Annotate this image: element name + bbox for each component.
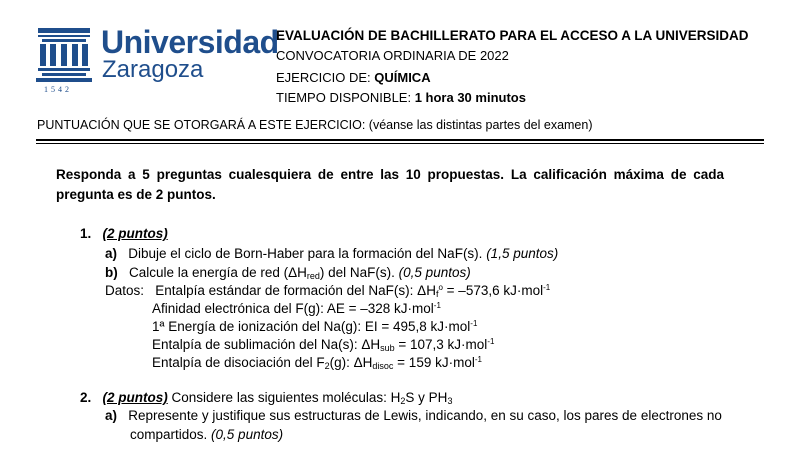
question-2-heading	[80, 390, 452, 405]
question-1b-label: b)	[105, 265, 118, 280]
data-5-text-2: (g): ΔH	[329, 355, 373, 370]
question-2-number: 2.	[80, 390, 92, 405]
exam-subject	[276, 70, 431, 85]
question-1-data-2	[152, 301, 441, 316]
question-1b-text-end: ) del NaF(s).	[319, 265, 399, 280]
question-2-points: (2 puntos)	[102, 390, 168, 405]
exam-time	[276, 90, 526, 105]
question-1-heading	[80, 226, 168, 241]
data-4-value: = 107,3 kJ·mol	[394, 337, 488, 352]
data-5-sub1: 2	[324, 361, 330, 371]
question-2a-text-2: compartidos.	[130, 427, 212, 442]
question-1a-text: Dibuje el ciclo de Born-Haber para la formación del NaF(s).	[128, 246, 487, 261]
question-2a-text: Represente y justifique sus estructuras de Lewis, indicando, en su caso, los pares de electrones no	[128, 408, 722, 423]
data-2-text: Afinidad electrónica del F(g): AE = –328 kJ·mol	[152, 301, 434, 316]
data-label: Datos:	[105, 283, 145, 298]
data-5-sub2: disoc	[372, 361, 394, 371]
data-4-text: Entalpía de sublimación del Na(s): ΔH	[152, 337, 381, 352]
question-1b-text: Calcule la energía de red (ΔH	[129, 265, 307, 280]
subject-label: EJERCICIO DE:	[276, 70, 375, 85]
time-label: TIEMPO DISPONIBLE:	[276, 90, 415, 105]
question-1a-points: (1,5 puntos)	[486, 246, 559, 261]
question-1-data-4	[152, 337, 494, 352]
header-divider-thick	[36, 139, 764, 141]
data-2-exp: -1	[433, 301, 441, 310]
university-emblem-icon	[34, 26, 94, 86]
question-1-number: 1.	[80, 226, 92, 241]
university-logo	[34, 24, 279, 98]
question-1b-subscript: red	[306, 271, 320, 281]
question-1-data-1	[105, 283, 550, 298]
data-3-exp: -1	[470, 319, 478, 328]
time-value: 1 hora 30 minutos	[414, 90, 526, 105]
data-1-sub: f	[435, 289, 439, 299]
question-1b	[105, 265, 471, 280]
logo-university-name: Universidad	[101, 24, 279, 60]
question-1-points: (2 puntos)	[102, 226, 168, 241]
subject-value: QUÍMICA	[374, 70, 431, 85]
question-1-data-3	[152, 319, 477, 334]
question-2-intro: Considere las siguientes moléculas: H	[167, 390, 401, 405]
question-2a	[105, 408, 722, 423]
question-2a-points: (0,5 puntos)	[211, 427, 284, 442]
data-4-exp: -1	[487, 337, 495, 346]
data-4-sub: sub	[380, 343, 395, 353]
question-1a	[105, 246, 558, 261]
question-2-sub2: 3	[447, 396, 453, 406]
data-1-text: Entalpía estándar de formación del NaF(s): ΔH	[155, 283, 436, 298]
header-divider-thin	[36, 143, 764, 144]
question-1a-label: a)	[105, 246, 118, 261]
data-1-sup: o	[438, 283, 443, 292]
data-5-value: = 159 kJ·mol	[393, 355, 475, 370]
question-1-data-5	[152, 355, 482, 370]
scoring-note: PUNTUACIÓN QUE SE OTORGARÁ A ESTE EJERCICIO: (véanse las distintas partes del examen)	[37, 118, 593, 132]
question-2a-continued	[130, 427, 283, 442]
logo-year: 1542	[44, 85, 72, 94]
data-5-exp: -1	[474, 355, 482, 364]
logo-city-name: Zaragoza	[102, 56, 204, 83]
question-2-intro-2: S y PH	[405, 390, 448, 405]
exam-instructions: Responda a 5 preguntas cualesquiera de entre las 10 propuestas. La calificación máxima de cada pregunta es de 2 puntos.	[56, 167, 724, 202]
question-1b-points: (0,5 puntos)	[398, 265, 471, 280]
question-2-sub1: 2	[400, 396, 406, 406]
data-1-value: = –573,6 kJ·mol	[442, 283, 544, 298]
exam-title: EVALUACIÓN DE BACHILLERATO PARA EL ACCESO A LA UNIVERSIDAD	[276, 28, 749, 43]
exam-convocatoria: CONVOCATORIA ORDINARIA DE 2022	[276, 48, 509, 63]
data-5-text: Entalpía de disociación del F	[152, 355, 325, 370]
data-1-exp: -1	[543, 283, 551, 292]
data-3-text: 1ª Energía de ionización del Na(g): EI = 495,8 kJ·mol	[152, 319, 471, 334]
question-2a-label: a)	[105, 408, 118, 423]
